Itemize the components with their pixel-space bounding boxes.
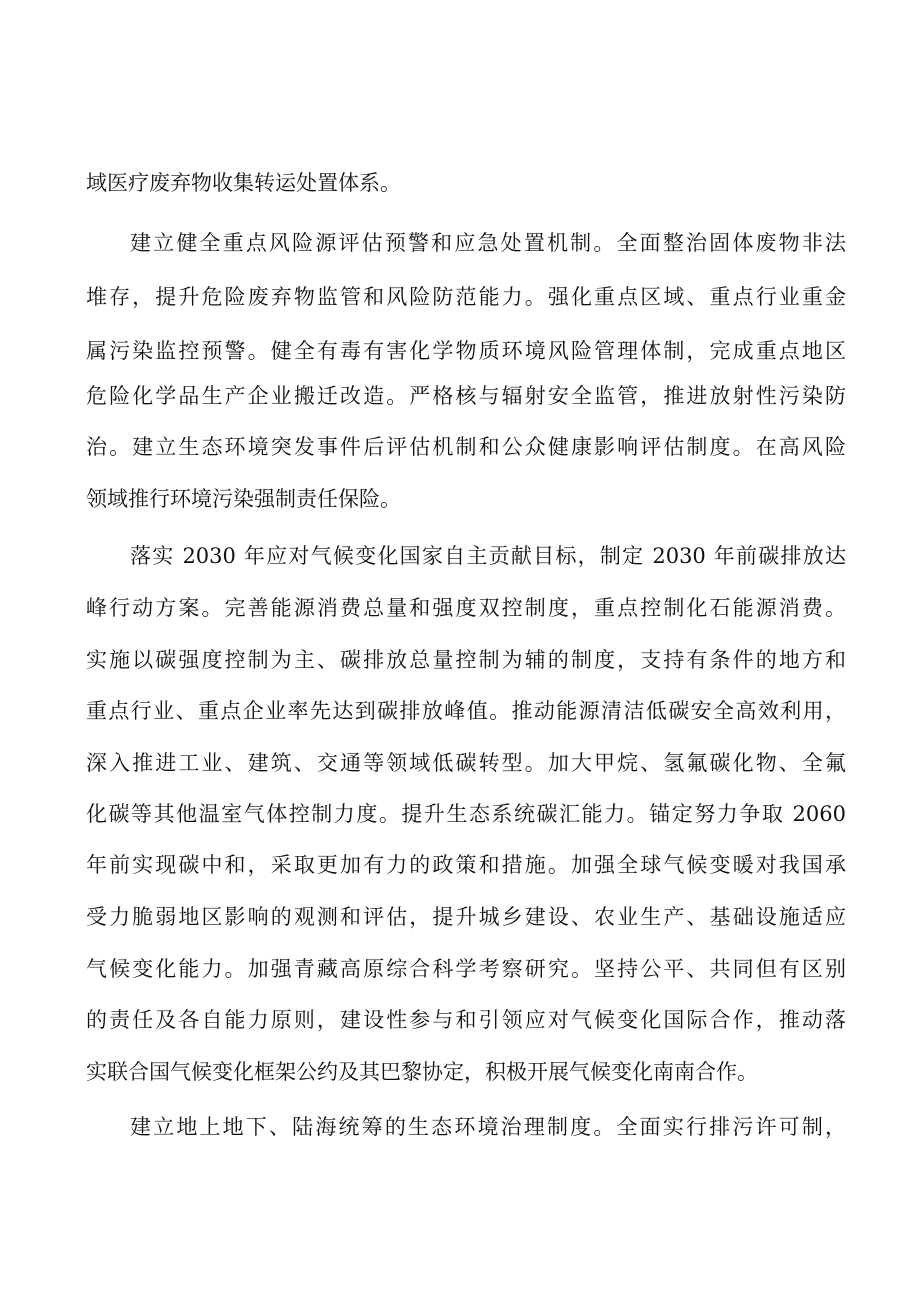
paragraph-3-line-11: 实联合国气候变化框架公约及其巴黎协定，积极开展气候变化南南合作。 <box>86 1060 758 1084</box>
paragraph-3-line-3: 实施以碳强度控制为主、碳排放总量控制为辅的制度，支持有条件的地方和 <box>86 648 846 672</box>
paragraph-3-line-6: 化碳等其他温室气体控制力度。提升生态系统碳汇能力。锚定努力争取 2060 <box>86 802 846 826</box>
paragraph-2-line-5: 治。建立生态环境突发事件后评估机制和公众健康影响评估制度。在高风险 <box>86 435 846 459</box>
paragraph-3-line-7: 年前实现碳中和，采取更加有力的政策和措施。加强全球气候变暖对我国承 <box>86 853 846 877</box>
paragraph-3-line-9: 气候变化能力。加强青藏高原综合科学考察研究。坚持公平、共同但有区别 <box>86 957 846 981</box>
paragraph-2-line-2: 堆存，提升危险废弃物监管和风险防范能力。强化重点区域、重点行业重金 <box>86 285 846 309</box>
paragraph-1-line-1: 域医疗废弃物收集转运处置体系。 <box>86 171 401 195</box>
paragraph-2-line-3: 属污染监控预警。健全有毒有害化学物质环境风险管理体制，完成重点地区 <box>86 339 846 363</box>
paragraph-3-line-1: 落实 2030 年应对气候变化国家自主贡献目标，制定 2030 年前碳排放达 <box>130 544 846 568</box>
paragraph-2-line-6: 领域推行环境污染强制责任保险。 <box>86 487 401 511</box>
paragraph-3-line-8: 受力脆弱地区影响的观测和评估，提升城乡建设、农业生产、基础设施适应 <box>86 905 846 929</box>
paragraph-2-line-4: 危险化学品生产企业搬迁改造。严格核与辐射安全监管，推进放射性污染防 <box>86 384 846 408</box>
paragraph-3-line-10: 的责任及各自能力原则，建设性参与和引领应对气候变化国际合作，推动落 <box>86 1008 846 1032</box>
paragraph-4-line-1: 建立地上地下、陆海统筹的生态环境治理制度。全面实行排污许可制， <box>130 1115 846 1139</box>
paragraph-2-line-1: 建立健全重点风险源评估预警和应急处置机制。全面整治固体废物非法 <box>130 231 846 255</box>
paragraph-3-line-4: 重点行业、重点企业率先达到碳排放峰值。推动能源清洁低碳安全高效利用， <box>86 699 846 723</box>
paragraph-3-line-5: 深入推进工业、建筑、交通等领域低碳转型。加大甲烷、氢氟碳化物、全氟 <box>86 751 846 775</box>
paragraph-3-line-2: 峰行动方案。完善能源消费总量和强度双控制度，重点控制化石能源消费。 <box>86 596 846 620</box>
